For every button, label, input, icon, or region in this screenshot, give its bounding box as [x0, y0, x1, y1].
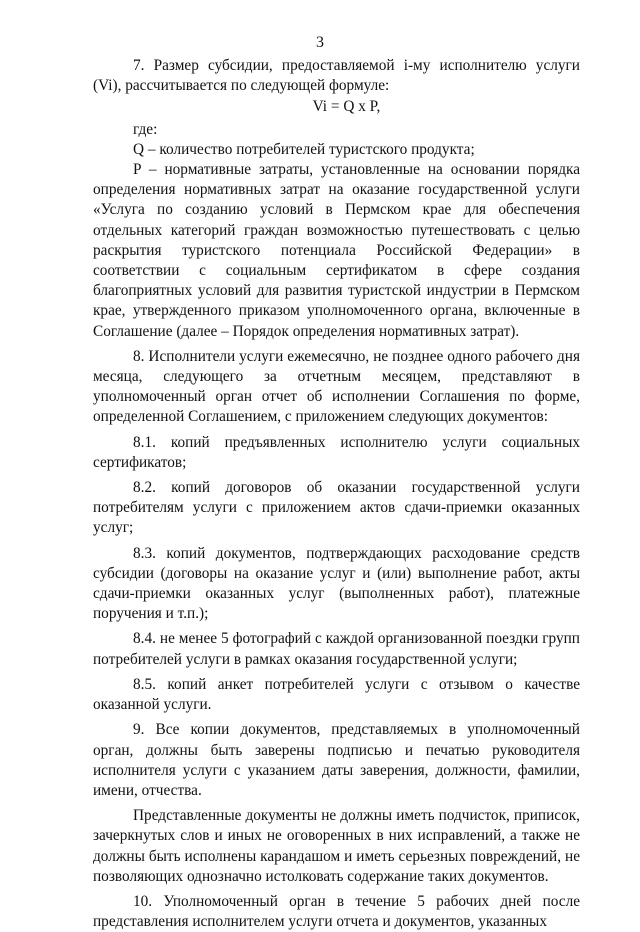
paragraph-9: 9. Все копии документов, представляемых в уполномоченный орган, должны быть заверены подписью и печатью руководителя исполнителя услуги с указанием даты заверения, должности, фамилии, имени, отчества. — [93, 721, 580, 799]
paragraph-10: 10. Уполномоченный орган в течение 5 рабочих дней после представления исполнителем услуги отчета и документов, указанных — [93, 892, 580, 931]
paragraph-8-1: 8.1. копий предъявленных исполнителю услуги социальных сертификатов; — [93, 433, 580, 471]
paragraph-8-3: 8.3. копий документов, подтверждающих расходование средств субсидии (договоры на оказание услуг и (или) выполнение работ, акты сдачи-приемки оказанных услуг (выполненных работ), платежные поручения и т.п.); — [93, 544, 580, 623]
paragraph-8-4: 8.4. не менее 5 фотографий с каждой организованной поездки групп потребителей услуги в рамках оказания государственной услуги; — [93, 630, 580, 668]
where-label: где: — [133, 120, 158, 138]
paragraph-8: 8. Исполнители услуги ежемесячно, не позднее одного рабочего дня месяца, следующего за отчетным месяцем, представляют в уполномоченный орган отчет об исполнении Соглашения по форме, определенной Соглашением, с приложением следующих документов: — [93, 347, 580, 426]
document-body — [93, 56, 580, 932]
definition-p: P – нормативные затраты, установленные на основании порядка определения нормативных затрат на оказание государственной услуги «Услуга по созданию условий в Пермском крае для обеспечения отдельных категорий граждан возможностью путешествовать с целью раскрытия туристского потенциала Российской Федерации» в соответствии с социальным сертификатом в сфере создания благоприятных условий для развития туристской индустрии в Пермском крае, утвержденного приказом уполномоченного органа, включенные в Соглашение (далее – Порядок определения нормативных затрат). — [93, 161, 580, 340]
formula: Vi = Q x P, — [312, 98, 381, 116]
paragraph-documents-requirements: Представленные документы не должны иметь подчисток, приписок, зачеркнутых слов и иных не оговоренных в них исправлений, а также не должны быть исполнены карандашом и иметь серьезных повреждений, не позволяющих однозначно истолковать содержание таких документов. — [93, 807, 580, 885]
paragraph-7: 7. Размер субсидии, предоставляемой i-му исполнителю услуги (Vi), рассчитывается по следующей формуле: — [93, 57, 580, 95]
definition-q: Q – количество потребителей туристского продукта; — [133, 140, 475, 158]
page-number: 3 — [316, 34, 324, 51]
paragraph-8-2: 8.2. копий договоров об оказании государственной услуги потребителям услуги с приложением актов сдачи-приемки оказанных услуг; — [93, 479, 580, 537]
paragraph-8-5: 8.5. копий анкет потребителей услуги с отзывом о качестве оказанной услуги. — [93, 675, 580, 714]
